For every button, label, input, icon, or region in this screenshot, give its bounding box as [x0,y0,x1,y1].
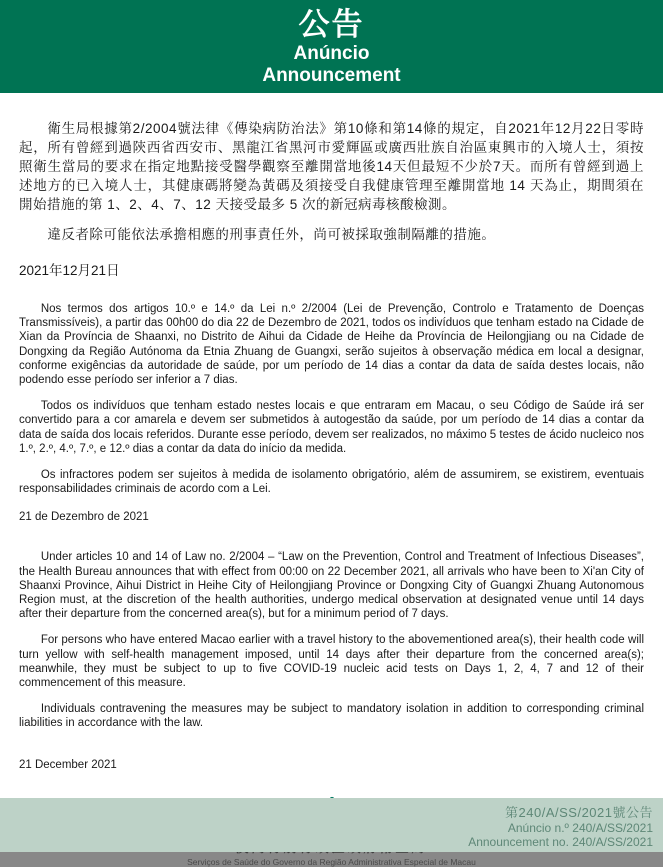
reference-number-zh: 第240/A/SS/2021號公告 [505,805,653,820]
date-pt: 21 de Dezembro de 2021 [19,511,149,524]
reference-number-pt: Anúncio n.º 240/A/SS/2021 [507,821,653,835]
header-banner [0,0,663,93]
page-title-zh: 公告 [298,7,365,42]
document-body [0,119,663,867]
reference-number-en: Announcement no. 240/A/SS/2021 [468,835,653,849]
paragraph-pt-penalty: Os infractores podem ser sujeitos à medida de isolamento obrigatório, além de assumirem, se existirem, eventuais responsabilidades criminais de acordo com a Lei. [19,469,644,496]
page-title-en: Announcement [262,65,401,86]
paragraph-en-penalty: Individuals contravening the measures may be subject to mandatory isolation in addition to corresponding criminal liabilities in accordance with the law. [19,703,644,730]
page-title-pt: Anúncio [293,43,370,64]
bureau-name-pt: Serviços de Saúde do Governo da Região Administrativa Especial de Macau [187,856,476,867]
paragraph-pt-main: Nos termos dos artigos 10.º e 14.º da Lei n.º 2/2004 (Lei de Prevenção, Controlo e Tratamento de Doenças Transmissíveis), a partir das 00h00 do dia 22 de Dezembro de 2021, todos os indivíduos que tenham estado na Cidade de Xian da Província de Shaanxi, no Distrito de Aihui da Cidade de Heihe da Província de Heilongjiang ou na Cidade de Dongxing da Região Autónoma da Etnia Zhuang de Guangxi, serão sujeitos à observação médica em local a designar, conforme exigências da autoridade de saúde, por um período de 14 dias a contar da data de saída destes locais, não podendo esse período ser inferior a 7 dias. [19,303,644,387]
paragraph-zh-penalty: 違反者除可能依法承擔相應的刑事責任外，尚可被採取強制隔離的措施。 [47,227,496,242]
paragraph-zh-main: 衛生局根據第2/2004號法律《傳染病防治法》第10條和第14條的規定，自2021年12月22日零時起，所有曾經到過陝西省西安市、黑龍江省黑河市愛輝區或廣西壯族自治區東興市的入境人士，須按照衛生當局的要求在指定地點接受醫學觀察至離開當地後14天但最短不少於7天。而所有曾經到過上述地方的已入境人士，其健康碼將變為黃碼及須接受自我健康管理至離開當地 14 天為止，期間須在開始措施的第 1、2、4、7、12 天接受最多 5 次的新冠病毒核酸檢測。 [19,121,644,212]
paragraph-en-healthcode: For persons who have entered Macao earlier with a travel history to the abovementioned area(s), their health code will turn yellow with self-health management imposed, until 14 days after their departure from the concerned area(s); meanwhile, they must be subject to up to five COVID-19 nucleic acid tests on Days 1, 2, 4, 7 and 12 of their commencement of this measure. [19,634,644,690]
paragraph-en-main: Under articles 10 and 14 of Law no. 2/2004 – “Law on the Prevention, Control and Treatment of Infectious Diseases”, the Health Bureau announces that with effect from 00:00 on 22 December 2021, all arrivals who have been to Xi'an City of Shaanxi Province, Aihui District in Heihe City of Heilongjiang Province or Dongxing City of Guangxi Zhuang Autonomous Region must, at the discretion of the health authorities, undergo medical observation at designated venue until 14 days after their departure from the concerned area(s), but for a minimum period of 7 days. [19,551,644,621]
reference-number-bar [0,798,663,852]
date-en: 21 December 2021 [19,758,117,771]
date-zh: 2021年12月21日 [19,263,120,278]
paragraph-pt-healthcode: Todos os indivíduos que tenham estado nestes locais e que entraram em Macau, o seu Código de Saúde irá ser convertido para a cor amarela e devem ser submetidos à autogestão da saúde, por um período de 14 dias a contar da data de saída dos locais referidos. Durante esse período, devem ser realizados, no máximo 5 testes de ácido nucleico nos 1.º, 2.º, 4.º, 7.º, e 12.º dias a contar da data do início da medida. [19,400,644,455]
